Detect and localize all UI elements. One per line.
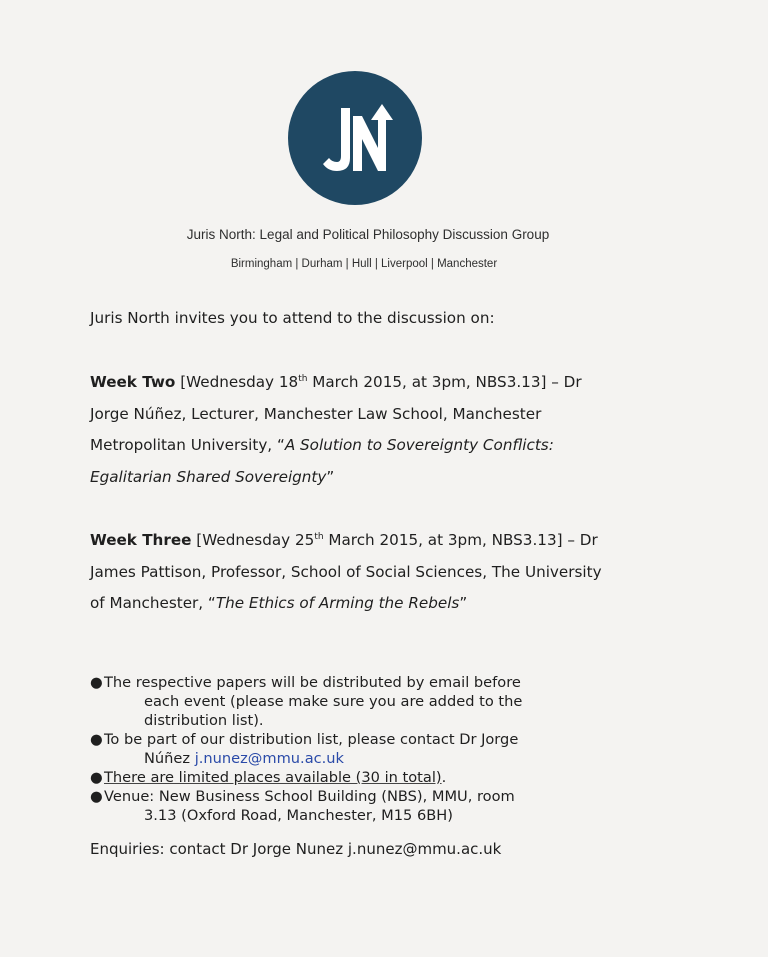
week-two-line3: Metropolitan University, “ — [90, 436, 285, 454]
intro-text: Juris North invites you to attend to the discussion on: — [90, 309, 495, 327]
list-item — [90, 787, 580, 825]
bullet2-cont: Núñez — [144, 750, 195, 767]
org-title: Juris North: Legal and Political Philosophy Discussion Group — [186, 227, 550, 242]
juris-north-logo — [287, 70, 423, 206]
bullet-icon: ● — [90, 769, 103, 786]
week-two-sup: th — [298, 373, 308, 384]
bullet3-text: There are limited places available (30 in total) — [104, 769, 442, 786]
list-item — [90, 730, 580, 768]
week-three-close-quote: ” — [459, 594, 468, 612]
week-two-title-1: A Solution to Sovereignty Conflicts: — [284, 436, 554, 454]
week-three-title: The Ethics of Arming the Rebels — [215, 594, 460, 612]
org-locations: Birmingham | Durham | Hull | Liverpool | Manchester — [230, 258, 498, 270]
week-three-sup: th — [314, 531, 324, 542]
bullet-icon: ● — [90, 788, 103, 805]
week-three-line3: of Manchester, “ — [90, 594, 216, 612]
bullet-icon: ● — [90, 731, 103, 748]
week-two-block — [90, 367, 630, 493]
jn-logo-icon — [287, 70, 423, 206]
week-three-label: Week Three — [90, 531, 192, 549]
list-item — [90, 673, 580, 730]
list-item — [90, 768, 580, 787]
bullet3-period: . — [441, 769, 447, 786]
bullet1-cont: each event (please make sure you are added to the distribution list). — [144, 693, 523, 729]
enquiries-text: Enquiries: contact Dr Jorge Nunez j.nunez@mmu.ac.uk — [90, 840, 502, 858]
week-two-line2: Jorge Núñez, Lecturer, Manchester Law School, Manchester — [90, 404, 542, 423]
bullet1-text: The respective papers will be distributed by email before — [104, 674, 521, 691]
bullet-icon: ● — [90, 674, 103, 691]
week-two-title-2: Egalitarian Shared Sovereignty — [90, 467, 327, 486]
week-three-line2: James Pattison, Professor, School of Social Sciences, The University — [90, 562, 602, 581]
week-three-details: [Wednesday 25 — [196, 531, 315, 549]
bullet4-text: Venue: New Business School Building (NBS), MMU, room — [104, 788, 515, 805]
week-two-label: Week Two — [90, 373, 176, 391]
email-link[interactable]: j.nunez@mmu.ac.uk — [194, 750, 345, 767]
week-three-details-post: March 2015, at 3pm, NBS3.13] – Dr — [323, 531, 598, 549]
bullet4-cont: 3.13 (Oxford Road, Manchester, M15 6BH) — [144, 807, 453, 824]
week-two-details: [Wednesday 18 — [180, 373, 299, 391]
bullet2-text: To be part of our distribution list, please contact Dr Jorge — [104, 731, 519, 748]
week-three-block — [90, 525, 630, 620]
info-bullet-list — [90, 673, 580, 825]
week-two-details-post: March 2015, at 3pm, NBS3.13] – Dr — [307, 373, 582, 391]
week-two-close-quote: ” — [326, 467, 335, 486]
